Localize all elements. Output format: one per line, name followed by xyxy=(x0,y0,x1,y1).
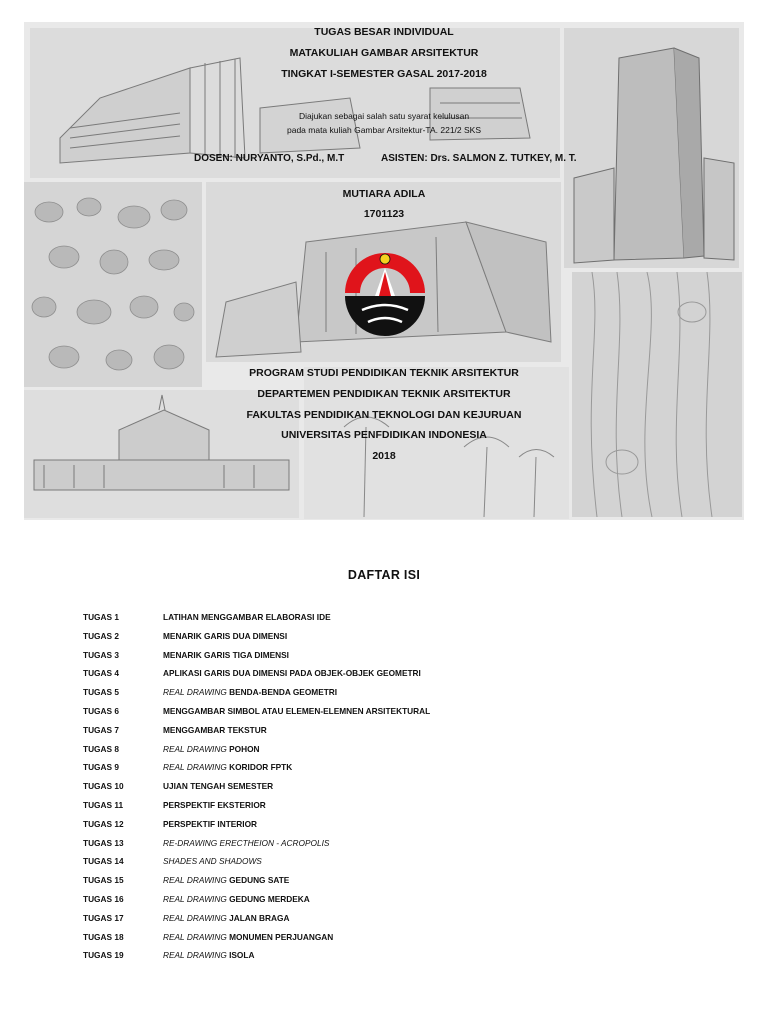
toc-item-title xyxy=(163,704,430,718)
asisten-label: ASISTEN: Drs. SALMON Z. TUTKEY, M. T. xyxy=(381,153,577,164)
cover-title-line-2: MATAKULIAH GAMBAR ARSITEKTUR xyxy=(289,47,479,59)
toc-item-title xyxy=(163,817,257,831)
toc-item xyxy=(83,666,703,680)
logo-black-base xyxy=(345,296,425,336)
toc-item-title xyxy=(163,930,333,944)
cover-collage xyxy=(24,22,744,520)
toc-item-italic: SHADES AND SHADOWS xyxy=(163,856,262,867)
toc-item-text: ISOLA xyxy=(229,950,255,961)
toc-item-text: MENARIK GARIS DUA DIMENSI xyxy=(163,630,288,641)
toc-item xyxy=(83,723,703,737)
toc-item xyxy=(83,610,703,624)
toc-item-number: TUGAS 1 xyxy=(83,612,119,622)
toc-item xyxy=(83,779,703,793)
toc-item-italic: REAL DRAWING xyxy=(163,894,230,904)
toc-item-number: TUGAS 10 xyxy=(83,781,124,792)
toc-item-title xyxy=(163,948,254,962)
toc-item xyxy=(83,911,703,925)
toc-item-number: TUGAS 5 xyxy=(83,687,119,698)
cover-title-line-1: TUGAS BESAR INDIVIDUAL xyxy=(314,26,454,38)
toc-item-text: MENGGAMBAR TEKSTUR xyxy=(163,724,267,735)
toc-item-number: TUGAS 19 xyxy=(83,950,124,961)
toc-item-text: BENDA-BENDA GEOMETRI xyxy=(229,687,338,698)
toc-item-number: TUGAS 15 xyxy=(83,875,124,886)
university-logo xyxy=(342,248,428,340)
toc-item-title xyxy=(163,610,331,624)
student-name: MUTIARA ADILA xyxy=(342,188,426,200)
logo-yellow-dot xyxy=(380,254,390,264)
dosen-label: DOSEN: NURYANTO, S.Pd., M.T xyxy=(194,153,345,164)
toc-item-title xyxy=(163,648,289,662)
toc-item-number: TUGAS 13 xyxy=(83,837,124,848)
toc-item-number: TUGAS 3 xyxy=(83,649,119,660)
toc-item-text: PERSPEKTIF INTERIOR xyxy=(163,818,258,829)
toc-item-title xyxy=(163,798,266,812)
toc-item-title xyxy=(163,836,329,850)
toc-item-number: TUGAS 14 xyxy=(83,856,124,867)
toc-title: DAFTAR ISI xyxy=(347,568,421,582)
institution-line-2: DEPARTEMEN PENDIDIKAN TEKNIK ARSITEKTUR xyxy=(257,388,511,400)
tower-sketch-tile xyxy=(564,28,739,268)
toc-item-title xyxy=(163,742,260,756)
toc-item-text: UJIAN TENGAH SEMESTER xyxy=(163,781,274,792)
toc-item-text: JALAN BRAGA xyxy=(229,912,290,923)
toc-item-text: MENARIK GARIS TIGA DIMENSI xyxy=(163,649,289,660)
toc-item xyxy=(83,873,703,887)
toc-item-number: TUGAS 16 xyxy=(83,894,124,904)
toc-item-text: MENGGAMBAR SIMBOL ATAU ELEMEN-ELEMNEN ARSITEKTURAL xyxy=(163,706,431,716)
toc-item xyxy=(83,798,703,812)
toc-item-text: PERSPEKTIF EKSTERIOR xyxy=(163,800,266,810)
toc-item xyxy=(83,948,703,962)
toc-item-title xyxy=(163,666,421,680)
toc-item xyxy=(83,930,703,944)
toc-item-title xyxy=(163,779,273,793)
toc-item-number: TUGAS 8 xyxy=(83,743,119,754)
toc-item xyxy=(83,836,703,850)
toc-item-italic: REAL DRAWING xyxy=(163,875,230,886)
toc-item-title xyxy=(163,629,287,643)
toc-item-title xyxy=(163,873,289,887)
submission-line-2: pada mata kuliah Gambar Arsitektur-TA. 221/2 SKS xyxy=(286,125,482,135)
toc-item-number: TUGAS 4 xyxy=(83,668,119,679)
toc-item-number: TUGAS 2 xyxy=(83,630,119,641)
toc-item-italic: REAL DRAWING xyxy=(163,743,230,754)
institution-line-4: UNIVERSITAS PENFDIDIKAN INDONESIA xyxy=(281,429,487,441)
toc-item-italic: REAL DRAWING xyxy=(163,931,230,942)
toc-item-italic: REAL DRAWING xyxy=(163,912,230,923)
toc-item xyxy=(83,742,703,756)
toc-item-title xyxy=(163,854,262,868)
toc-item-title xyxy=(163,685,337,699)
toc-item-text: POHON xyxy=(229,743,260,754)
toc-item-text: MONUMEN PERJUANGAN xyxy=(229,931,334,942)
toc-item xyxy=(83,704,703,718)
toc-item-number: TUGAS 18 xyxy=(83,931,124,942)
toc-item-italic: RE-DRAWING ERECTHEION - ACROPOLIS xyxy=(163,837,330,848)
toc-item-text: KORIDOR FPTK xyxy=(229,762,293,773)
toc-item xyxy=(83,854,703,868)
submission-line-1: Diajukan sebagai salah satu syarat kelulusan xyxy=(298,111,470,121)
toc-item-text: APLIKASI GARIS DUA DIMENSI PADA OBJEK-OBJEK GEOMETRI xyxy=(163,668,421,679)
toc-item xyxy=(83,760,703,774)
toc-item-italic: REAL DRAWING xyxy=(163,950,230,961)
toc-item-title xyxy=(163,723,267,737)
toc-item-number: TUGAS 17 xyxy=(83,912,124,923)
student-id: 1701123 xyxy=(363,208,405,220)
toc-item-text: GEDUNG MERDEKA xyxy=(229,894,310,904)
toc-item-number: TUGAS 9 xyxy=(83,762,119,773)
institution-line-1: PROGRAM STUDI PENDIDIKAN TEKNIK ARSITEKTUR xyxy=(249,367,519,379)
institution-line-3: FAKULTAS PENDIDIKAN TEKNOLOGI DAN KEJURUAN xyxy=(246,409,522,421)
toc-item xyxy=(83,892,703,906)
toc-item xyxy=(83,629,703,643)
toc-item-number: TUGAS 6 xyxy=(83,706,119,716)
toc-item xyxy=(83,817,703,831)
toc-item xyxy=(83,685,703,699)
cover-title-line-3: TINGKAT I-SEMESTER GASAL 2017-2018 xyxy=(281,68,487,80)
toc-item-number: TUGAS 12 xyxy=(83,818,124,829)
toc-item xyxy=(83,648,703,662)
toc-item-italic: REAL DRAWING xyxy=(163,687,230,698)
toc-item-title xyxy=(163,911,289,925)
toc-item-italic: REAL DRAWING xyxy=(163,762,230,773)
toc-item-number: TUGAS 7 xyxy=(83,724,119,735)
toc-item-title xyxy=(163,892,310,906)
cover-year: 2018 xyxy=(372,450,396,462)
toc-item-text: LATIHAN MENGGAMBAR ELABORASI IDE xyxy=(163,612,331,622)
toc-item-number: TUGAS 11 xyxy=(83,800,124,810)
toc-item-text: GEDUNG SATE xyxy=(229,875,290,886)
toc-item-title xyxy=(163,760,292,774)
